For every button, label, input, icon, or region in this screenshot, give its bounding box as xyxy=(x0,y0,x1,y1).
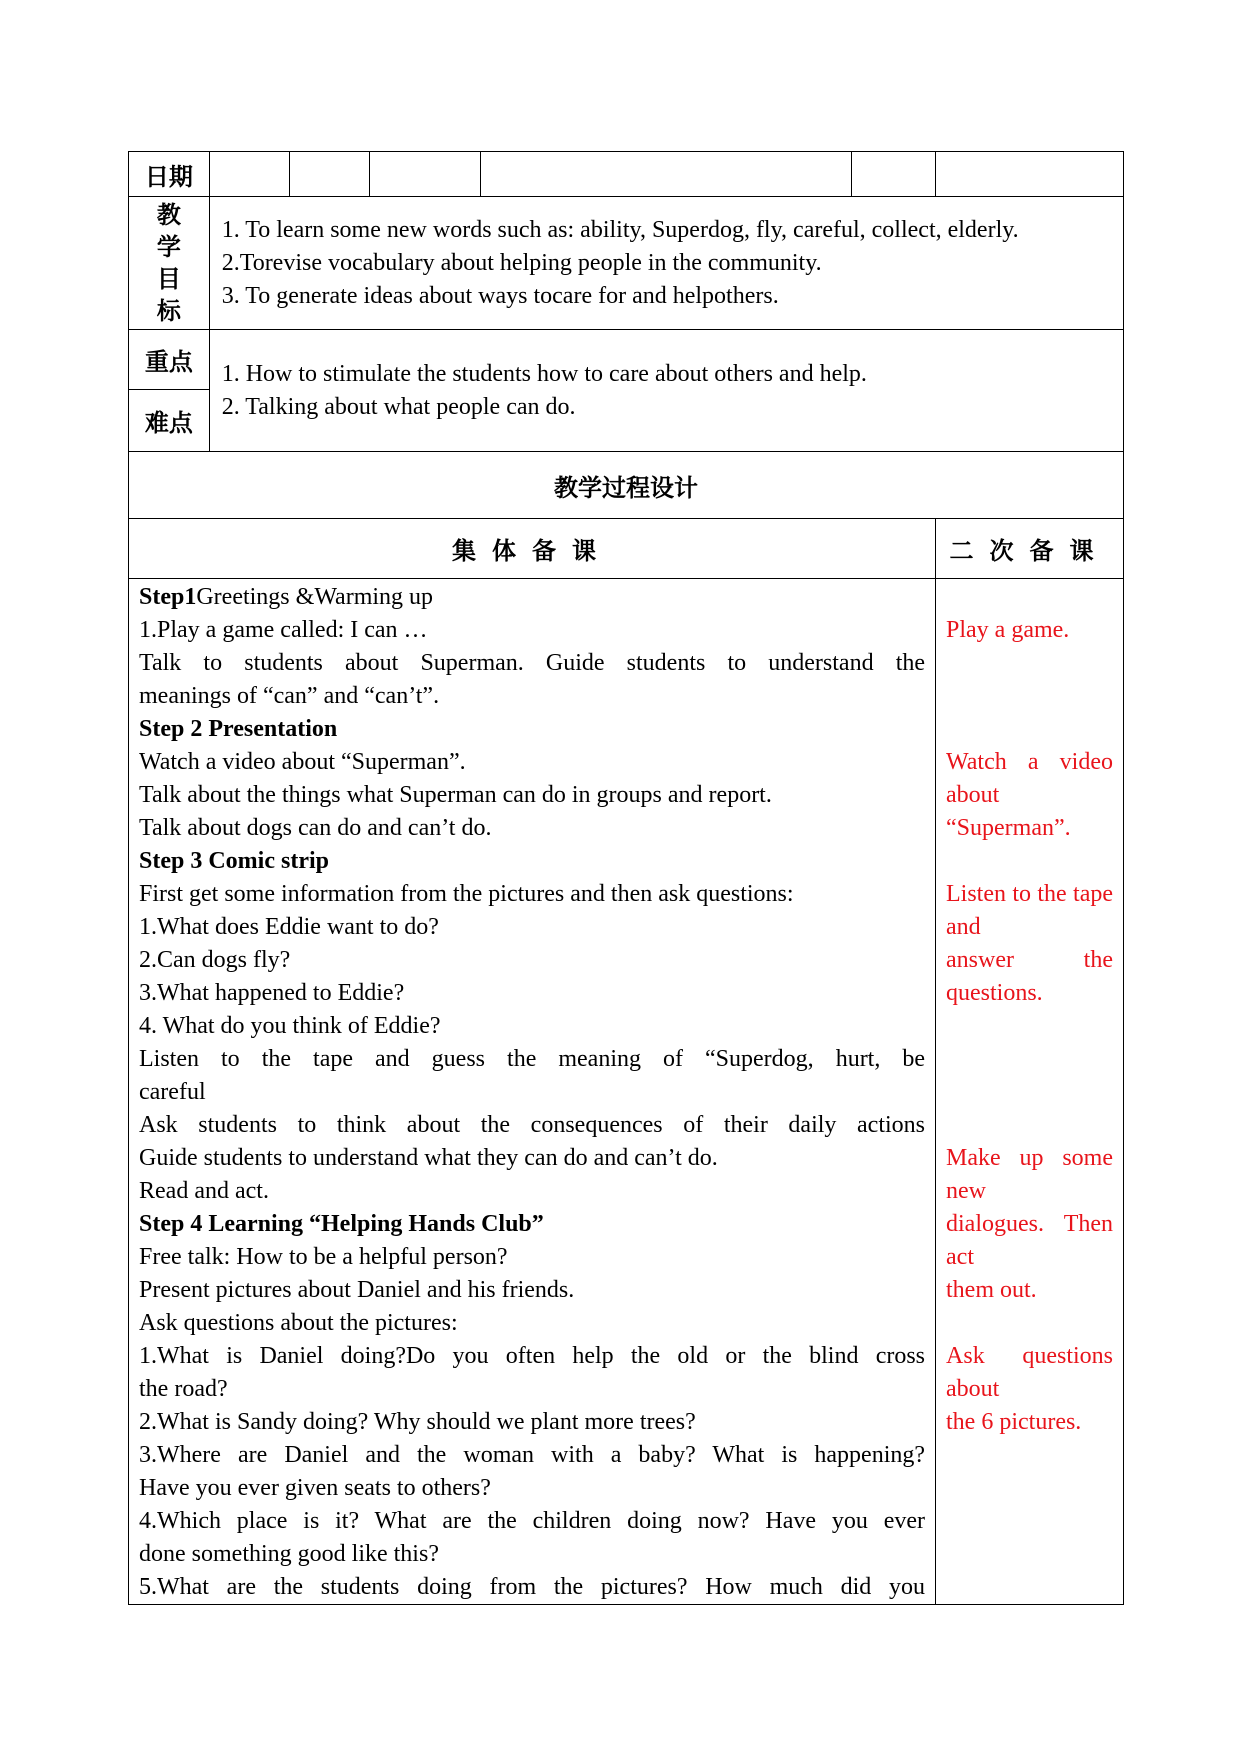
secondary-note-line: Ask questions about xyxy=(946,1343,1113,1402)
process-line xyxy=(139,878,925,911)
process-text: Read and act. xyxy=(139,1178,269,1204)
difficulties-label: 难点 xyxy=(129,390,210,452)
secondary-note-line: Play a game. xyxy=(946,617,1070,643)
process-line xyxy=(139,1241,925,1274)
process-text: 3.Where are Daniel and the woman with a baby? What is happening? xyxy=(139,1442,926,1468)
process-text: 3.What happened to Eddie? xyxy=(139,980,405,1006)
process-text: Have you ever given seats to others? xyxy=(139,1475,491,1501)
process-line xyxy=(139,1043,925,1076)
objectives-label xyxy=(129,197,210,330)
process-text: Ask questions about the pictures: xyxy=(139,1310,458,1336)
process-text: Ask students to think about the consequences of their daily actions xyxy=(139,1112,926,1138)
process-line xyxy=(139,1406,925,1439)
process-text: careful xyxy=(139,1079,206,1105)
objectives-label-char: 学 xyxy=(156,233,181,261)
process-text: 2.What is Sandy doing? Why should we plant more trees? xyxy=(139,1409,696,1435)
secondary-note-line: the 6 pictures. xyxy=(946,1409,1082,1435)
process-text: meanings of “can” and “can’t”. xyxy=(139,683,440,709)
process-text: Listen to the tape and guess the meaning of “Superdog, hurt, be xyxy=(139,1046,926,1072)
process-row xyxy=(129,579,1124,1605)
process-text: Present pictures about Daniel and his friends. xyxy=(139,1277,575,1303)
process-text: 2.Can dogs fly? xyxy=(139,947,291,973)
section-title: 教学过程设计 xyxy=(129,452,1124,519)
process-line xyxy=(139,779,925,812)
date-cell xyxy=(209,152,290,197)
column-head-row xyxy=(129,519,1124,579)
collective-prep-heading: 集体备课 xyxy=(129,519,936,579)
process-line xyxy=(139,1274,925,1307)
process-line xyxy=(139,812,925,845)
process-text: 5.What are the students doing from the pictures? How much did you xyxy=(139,1574,926,1600)
objectives-row xyxy=(129,197,1124,330)
process-line xyxy=(139,1109,925,1142)
secondary-note xyxy=(946,746,1113,845)
process-text: 1.What does Eddie want to do? xyxy=(139,914,439,940)
date-cell xyxy=(852,152,936,197)
step-heading: Step 2 Presentation xyxy=(139,716,338,742)
date-cell xyxy=(290,152,370,197)
objectives-label-char: 教 xyxy=(156,201,181,229)
objective-item: 1. To learn some new words such as: ability, Superdog, fly, careful, collect, elderly. xyxy=(221,216,1019,243)
objectives-label-char: 标 xyxy=(156,297,181,325)
process-line xyxy=(139,1505,925,1538)
process-text: Greetings &Warming up xyxy=(196,584,434,610)
secondary-note-line: dialogues. Then act xyxy=(946,1211,1113,1270)
process-text: Talk about dogs can do and can’t do. xyxy=(139,815,492,841)
process-line xyxy=(139,1373,925,1406)
process-text: Free talk: How to be a helpful person? xyxy=(139,1244,508,1270)
objective-item: 2.Torevise vocabulary about helping people in the community. xyxy=(221,249,822,276)
process-text: 4.Which place is it? What are the children doing now? Have you ever xyxy=(139,1508,926,1534)
secondary-prep-content xyxy=(936,579,1124,1605)
process-text: Guide students to understand what they can do and can’t do. xyxy=(139,1145,718,1171)
process-line xyxy=(139,647,925,680)
secondary-note-line: Make up some new xyxy=(946,1145,1113,1204)
process-line xyxy=(139,713,925,746)
process-text: 4. What do you think of Eddie? xyxy=(139,1013,441,1039)
date-row xyxy=(129,152,1124,197)
process-line xyxy=(139,1538,925,1571)
secondary-note xyxy=(946,1340,1113,1439)
process-text: done something good like this? xyxy=(139,1541,439,1567)
process-text: Watch a video about “Superman”. xyxy=(139,749,466,775)
process-text: First get some information from the pictures and then ask questions: xyxy=(139,881,794,907)
step-heading: Step 3 Comic strip xyxy=(139,848,329,874)
process-line xyxy=(139,977,925,1010)
process-line xyxy=(139,1208,925,1241)
key-points-row xyxy=(129,330,1124,390)
secondary-prep-heading: 二次备课 xyxy=(936,519,1124,579)
date-label: 日期 xyxy=(129,152,210,197)
key-points-content xyxy=(209,330,1123,452)
secondary-note-line: “Superman”. xyxy=(946,815,1071,841)
objectives-content xyxy=(209,197,1123,330)
date-cell xyxy=(480,152,851,197)
process-line xyxy=(139,1472,925,1505)
secondary-note xyxy=(946,614,1113,647)
process-line xyxy=(139,1571,925,1604)
process-line xyxy=(139,1439,925,1472)
process-line xyxy=(139,746,925,779)
key-points-label: 重点 xyxy=(129,330,210,390)
process-line xyxy=(139,680,925,713)
step-heading: Step 4 Learning “Helping Hands Club” xyxy=(139,1211,544,1237)
secondary-note-line: them out. xyxy=(946,1277,1037,1303)
process-line xyxy=(139,1142,925,1175)
objectives-label-char: 目 xyxy=(156,265,181,293)
process-line xyxy=(139,911,925,944)
date-cell xyxy=(936,152,1124,197)
process-line xyxy=(139,944,925,977)
secondary-note-line: answer the questions. xyxy=(946,947,1113,1006)
process-text: the road? xyxy=(139,1376,228,1402)
secondary-note xyxy=(946,1142,1113,1307)
secondary-note xyxy=(946,878,1113,1010)
lesson-plan-table xyxy=(128,151,1124,1605)
date-cell xyxy=(370,152,481,197)
key-point-item: 2. Talking about what people can do. xyxy=(221,393,576,420)
process-text: 1.Play a game called: I can … xyxy=(139,617,428,643)
process-text: 1.What is Daniel doing?Do you often help the old or the blind cross xyxy=(139,1343,926,1369)
secondary-note-line: Listen to the tape and xyxy=(946,881,1113,940)
process-text: Talk to students about Superman. Guide students to understand the xyxy=(139,650,926,676)
section-title-row xyxy=(129,452,1124,519)
step-heading: Step1 xyxy=(139,584,197,610)
objective-item: 3. To generate ideas about ways tocare for and helpothers. xyxy=(221,282,779,309)
process-line xyxy=(139,1307,925,1340)
process-line xyxy=(139,1010,925,1043)
process-line xyxy=(139,1340,925,1373)
process-line xyxy=(139,1175,925,1208)
collective-prep-content xyxy=(129,579,936,1605)
process-line xyxy=(139,581,925,614)
lesson-plan-page xyxy=(128,151,1124,1605)
key-point-item: 1. How to stimulate the students how to care about others and help. xyxy=(221,360,867,387)
process-line xyxy=(139,614,925,647)
process-text: Talk about the things what Superman can do in groups and report. xyxy=(139,782,772,808)
secondary-note-line: Watch a video about xyxy=(946,749,1113,808)
process-line xyxy=(139,1076,925,1109)
process-line xyxy=(139,845,925,878)
